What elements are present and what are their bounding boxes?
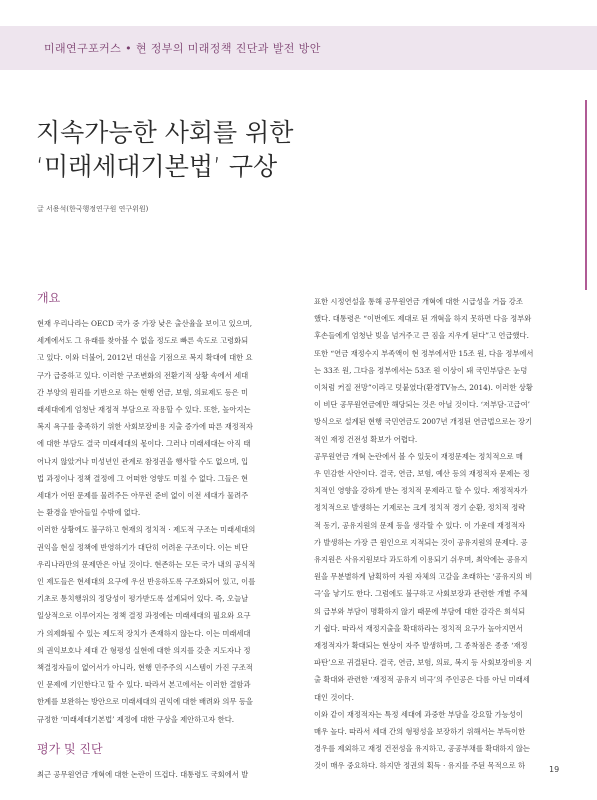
section-heading-intro: 개요 [37,291,61,305]
intro-paragraph-2: 이러한 상황에도 불구하고 현재의 정치적 · 제도적 구조는 미래세대의 권익을 현실 정책에 반영하기가 대단히 어려운 구조이다. 이는 비단 우리나라만의 문제만은 아닐 것이다. 현존하는 모든 국가 내의 공식적 인 제도들은 현세대의 요구에 우선 반응하도록 구조화되어 있고, 이를 기초로 통치행위의 정당성이 평가받도록 설계되어 있다. 즉, 오늘날 일상적으로 이루어지는 정책 결정 과정에는 미래세대의 필요와 요구 가 의제화될 수 있는 제도적 장치가 존재하지 않는다. 이는 미래세대 의 권익보호나 세대 간 형평성 실현에 대한 의지를 갖춘 지도자나 정 책결정자들이 없어서가 아니라, 현행 민주주의 시스템이 가진 구조적 인 문제에 기인한다고 할 수 있다. 따라서 본고에서는 이러한 결함과 한계를 보완하는 방안으로 미래세대의 권익에 대한 배려와 의무 등을 규정한 ‘미래세대기본법’ 제정에 대한 구상을 제안하고자 한다. [37,525,256,724]
body-paragraph-right-2: 공무원연금 개혁 논란에서 볼 수 있듯이 재정문제는 정치적으로 매 우 민감한 사안이다. 결국, 연금, 보험, 예산 등의 재정적자 문제는 정 치적인 영향을 강하게 받는 정치적 문제라고 할 수 있다. 재정적자가 정치적으로 발생하는 기제로는 크게 정치적 경기 순환, 정치적 정략 적 동기, 공유지원의 문제 등을 생각할 수 있다. 이 가운데 재정적자 가 발생하는 가장 큰 원인으로 지적되는 것이 공유지원의 문제다. 공 유지원은 사유지원보다 과도하게 이용되기 쉬우며, 최악에는 공유지 원을 무분별하게 남획하여 자원 자체의 고갈을 초래하는 ‘공유지의 비 극’을 낳기도 한다. 그럼에도 불구하고 사회보장과 관련한 개별 주체 의 급부와 부담이 명확하지 않기 때문에 부담에 대한 감각은 희석되 기 쉽다. 따라서 재정지출을 확대하라는 정치적 요구가 높아지면서 재정적자가 확대되는 현상이 자주 발생하며, 그 종착점은 종종 ‘재정 파탄’으로 귀결된다. 결국, 연금, 보험, 의료, 복지 등 사회보장비용 지 출 확대와 관련한 ‘재정적 공유지 비극’의 주인공은 다름 아닌 미래세 대인 것이다. [314,451,533,702]
series-title: 미래연구포커스 • 현 정부의 미래정책 진단과 발전 방안 [44,42,321,55]
body-paragraph-right-1: 표한 시정연설을 통해 공무원연금 개혁에 대한 시급성을 거듭 강조 했다. 대통령은 “이번에도 제대로 된 개혁을 하지 못하면 다음 정부와 후손들에게 엄청난 빚을 넘겨주고 큰 짐을 지우게 된다”고 언급했다. 또한 “연금 재정수지 부족액이 현 정부에서만 15조 원, 다음 정부에서 는 33조 원, 그다음 정부에서는 53조 원 이상이 돼 국민부담은 눈덩 이처럼 커질 전망”이라고 덧붙였다(환경TV뉴스, 2014). 이러한 상황 이 비단 공무원연금에만 해당되는 것은 아닐 것이다. ‘저부담-고급여’ 방식으로 설계된 현행 국민연금도 2007년 개정된 연금법으로는 장기 적인 재정 건전성 확보가 어렵다. [314,297,534,444]
accent-divider [585,100,587,290]
diagnosis-paragraph-1: 최근 공무원연금 개혁에 대한 논란이 뜨겁다. 대통령도 국회에서 발 [37,769,249,779]
right-column [314,293,560,775]
section-heading-diagnosis: 평가 및 진단 [37,741,103,756]
body-paragraph-right-3: 이와 같이 재정적자는 특정 세대에 과중한 부담을 강요할 가능성이 매우 높다. 따라서 세대 간의 형평성을 보장하기 위해서는 부득이한 경우를 제외하고 재정 건전성을 유지하고, 공공부채를 확대하지 않는 것이 매우 중요하다. 하지만 정권의 획득 · 유지를 주된 목적으로 하 [314,709,530,771]
author-byline: 글 서용석(한국행정연구원 연구위원) [37,205,149,213]
article-title-line-2: ‘미래세대기본법’ 구상 [36,152,278,181]
intro-paragraph-1: 현재 우리나라는 OECD 국가 중 가장 낮은 출산율을 보이고 있으며, 세계에서도 그 유래를 찾아볼 수 없을 정도로 빠른 속도로 고령화되 고 있다. 이와 더불어, 2012년 대선을 기점으로 복지 확대에 대한 요 구가 급증하고 있다. 이러한 구조변화의 전환기적 상황 속에서 세대 간 부양의 원리를 기반으로 하는 현행 연금, 보험, 의료제도 등은 미 래세대에게 엄청난 재정적 부담으로 작용할 수 있다. 또한, 높아지는 복지 욕구를 충족하기 위한 사회보장비용 지출 증가에 따른 재정적자 에 대한 부담도 결국 미래세대의 몫이다. 그러나 미래세대는 아직 태 어나지 않았거나 미성년인 관계로 참정권을 행사할 수도 없으며, 입 법 과정이나 정책 결정에 그 어떠한 영향도 미칠 수 없다. 그들은 현 세대가 어떤 문제를 물려주든 아무런 준비 없이 이전 세대가 물려주 는 환경을 받아들일 수밖에 없다. [37,319,253,518]
article-title [36,116,293,184]
article-title-line-1: 지속가능한 사회를 위한 [36,118,294,147]
left-column [37,290,281,783]
page-number: 19 [549,765,560,774]
